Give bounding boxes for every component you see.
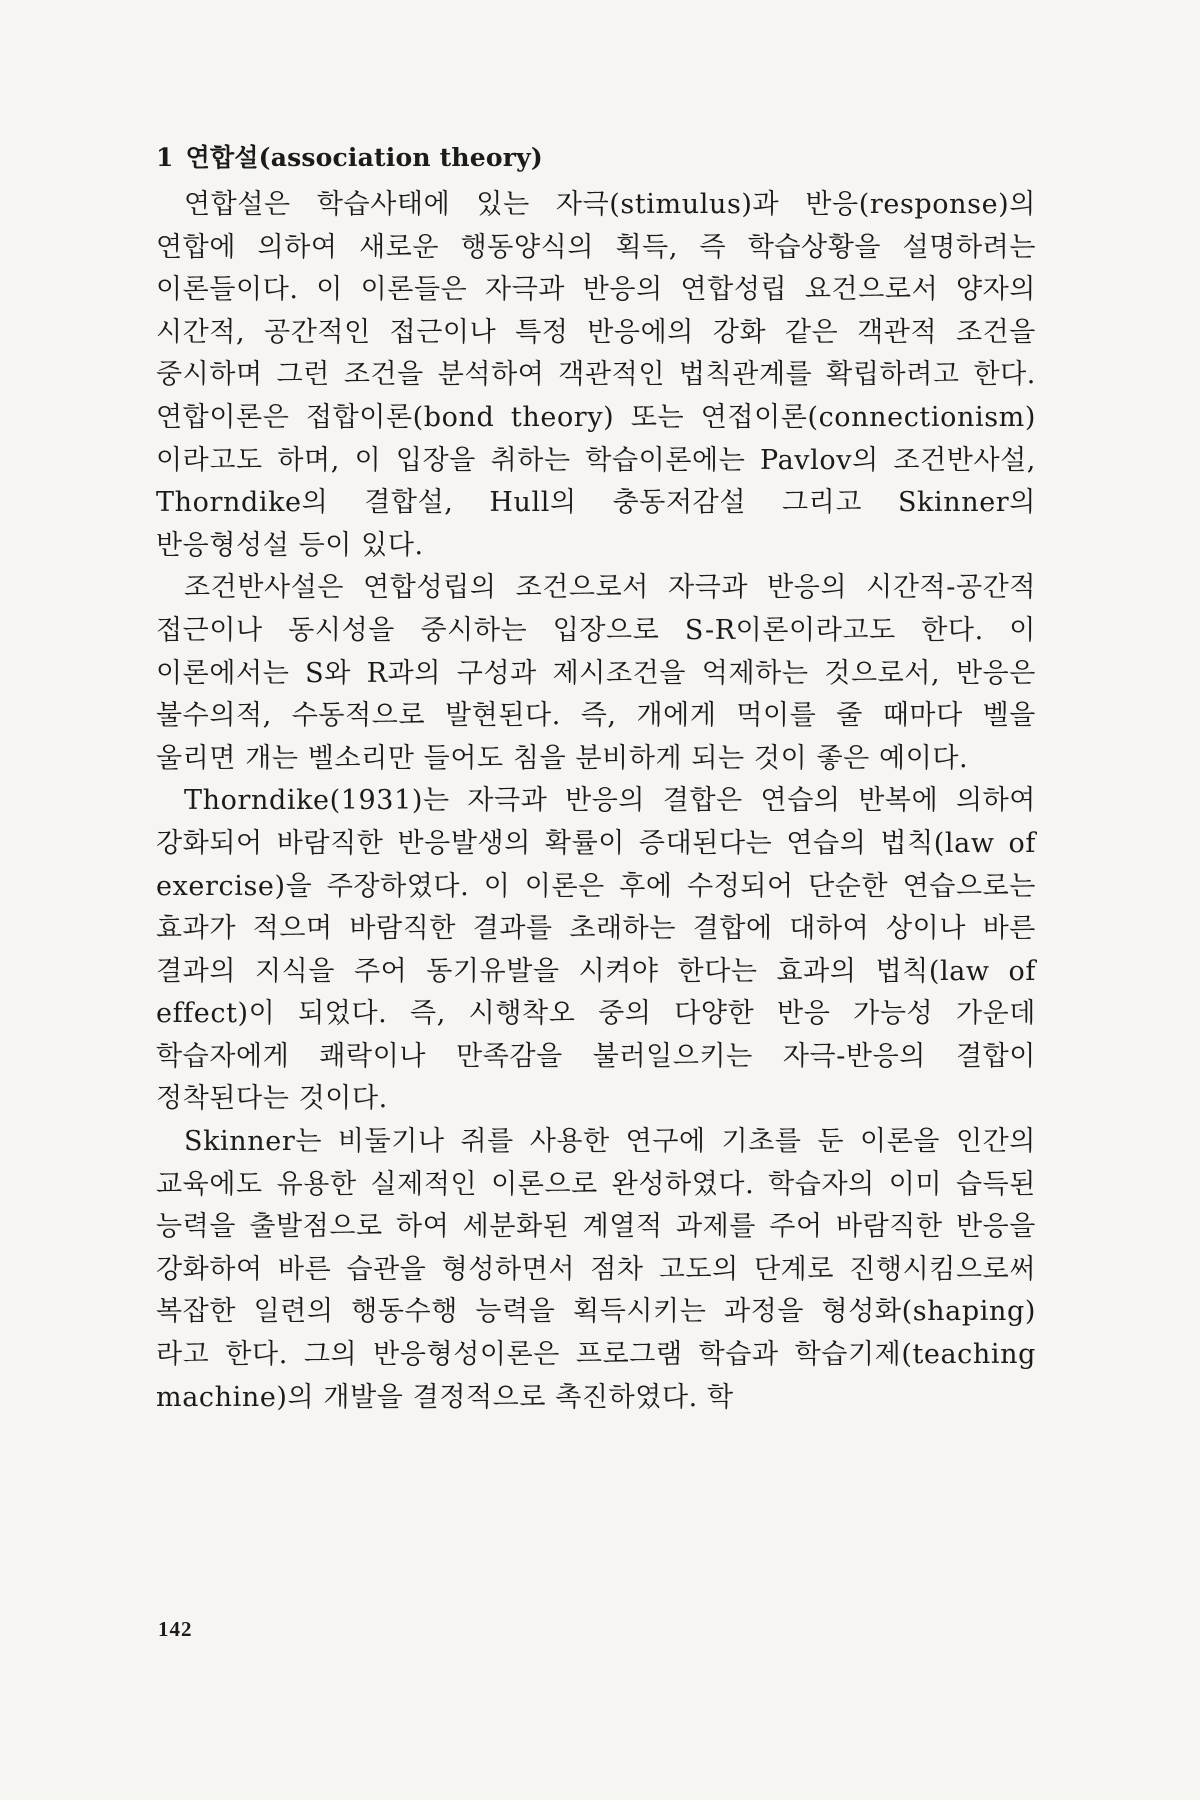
section-heading — [156, 138, 1036, 178]
paragraph-conditioned-reflex: 조건반사설은 연합성립의 조건으로서 자극과 반응의 시간적-공간적 접근이나 동시성을 중시하는 입장으로 S-R이론이라고도 한다. 이 이론에서는 S와 R과의 구성과 제시조건을 억제하는 것으로서, 반응은 불수의적, 수동적으로 발현된다. 즉, 개에게 먹이를 줄 때마다 벨을 울리면 개는 벨소리만 들어도 침을 분비하게 되는 것이 좋은 예이다. — [156, 572, 1036, 774]
paragraph-association-theory-intro: 연합설은 학습사태에 있는 자극(stimulus)과 반응(response)의 연합에 의하여 새로운 행동양식의 획득, 즉 학습상황을 설명하려는 이론들이다. 이 이론들은 자극과 반응의 연합성립 요건으로서 양자의 시간적, 공간적인 접근이나 특정 반응에의 강화 같은 객관적 조건을 중시하며 그런 조건을 분석하여 객관적인 법칙관계를 확립하려고 한다. 연합이론은 접합이론(bond theory) 또는 연접이론(connectionism)이라고도 하며, 이 입장을 취하는 학습이론에는 Pavlov의 조건반사설, Thorndike의 결합설, Hull의 충동저감설 그리고 Skinner의 반응형성설 등이 있다. — [156, 189, 1036, 561]
section-title: 연합설(association theory) — [185, 143, 543, 172]
paragraph-thorndike: Thorndike(1931)는 자극과 반응의 결합은 연습의 반복에 의하여 강화되어 바람직한 반응발생의 확률이 증대된다는 연습의 법칙(law of exercise)을 주장하였다. 이 이론은 후에 수정되어 단순한 연습으로는 효과가 적으며 바람직한 결과를 초래하는 결합에 대하여 상이나 바른 결과의 지식을 주어 동기유발을 시켜야 한다는 효과의 법칙(law of effect)이 되었다. 즉, 시행착오 중의 다양한 반응 가능성 가운데 학습자에게 쾌락이나 만족감을 불러일으키는 자극-반응의 결합이 정착된다는 것이다. — [156, 785, 1036, 1115]
page-number: 142 — [158, 1617, 193, 1641]
paragraph-skinner: Skinner는 비둘기나 쥐를 사용한 연구에 기초를 둔 이론을 인간의 교육에도 유용한 실제적인 이론으로 완성하였다. 학습자의 이미 습득된 능력을 출발점으로 하여 세분화된 계열적 과제를 주어 바람직한 반응을 강화하여 바른 습관을 형성하면서 점차 고도의 단계로 진행시킴으로써 복잡한 일련의 행동수행 능력을 획득시키는 과정을 형성화(shaping)라고 한다. 그의 반응형성이론은 프로그램 학습과 학습기제(teaching machine)의 개발을 결정적으로 촉진하였다. 학 — [156, 1126, 1036, 1413]
page-content — [156, 138, 1036, 1419]
section-number: 1 — [156, 143, 174, 172]
